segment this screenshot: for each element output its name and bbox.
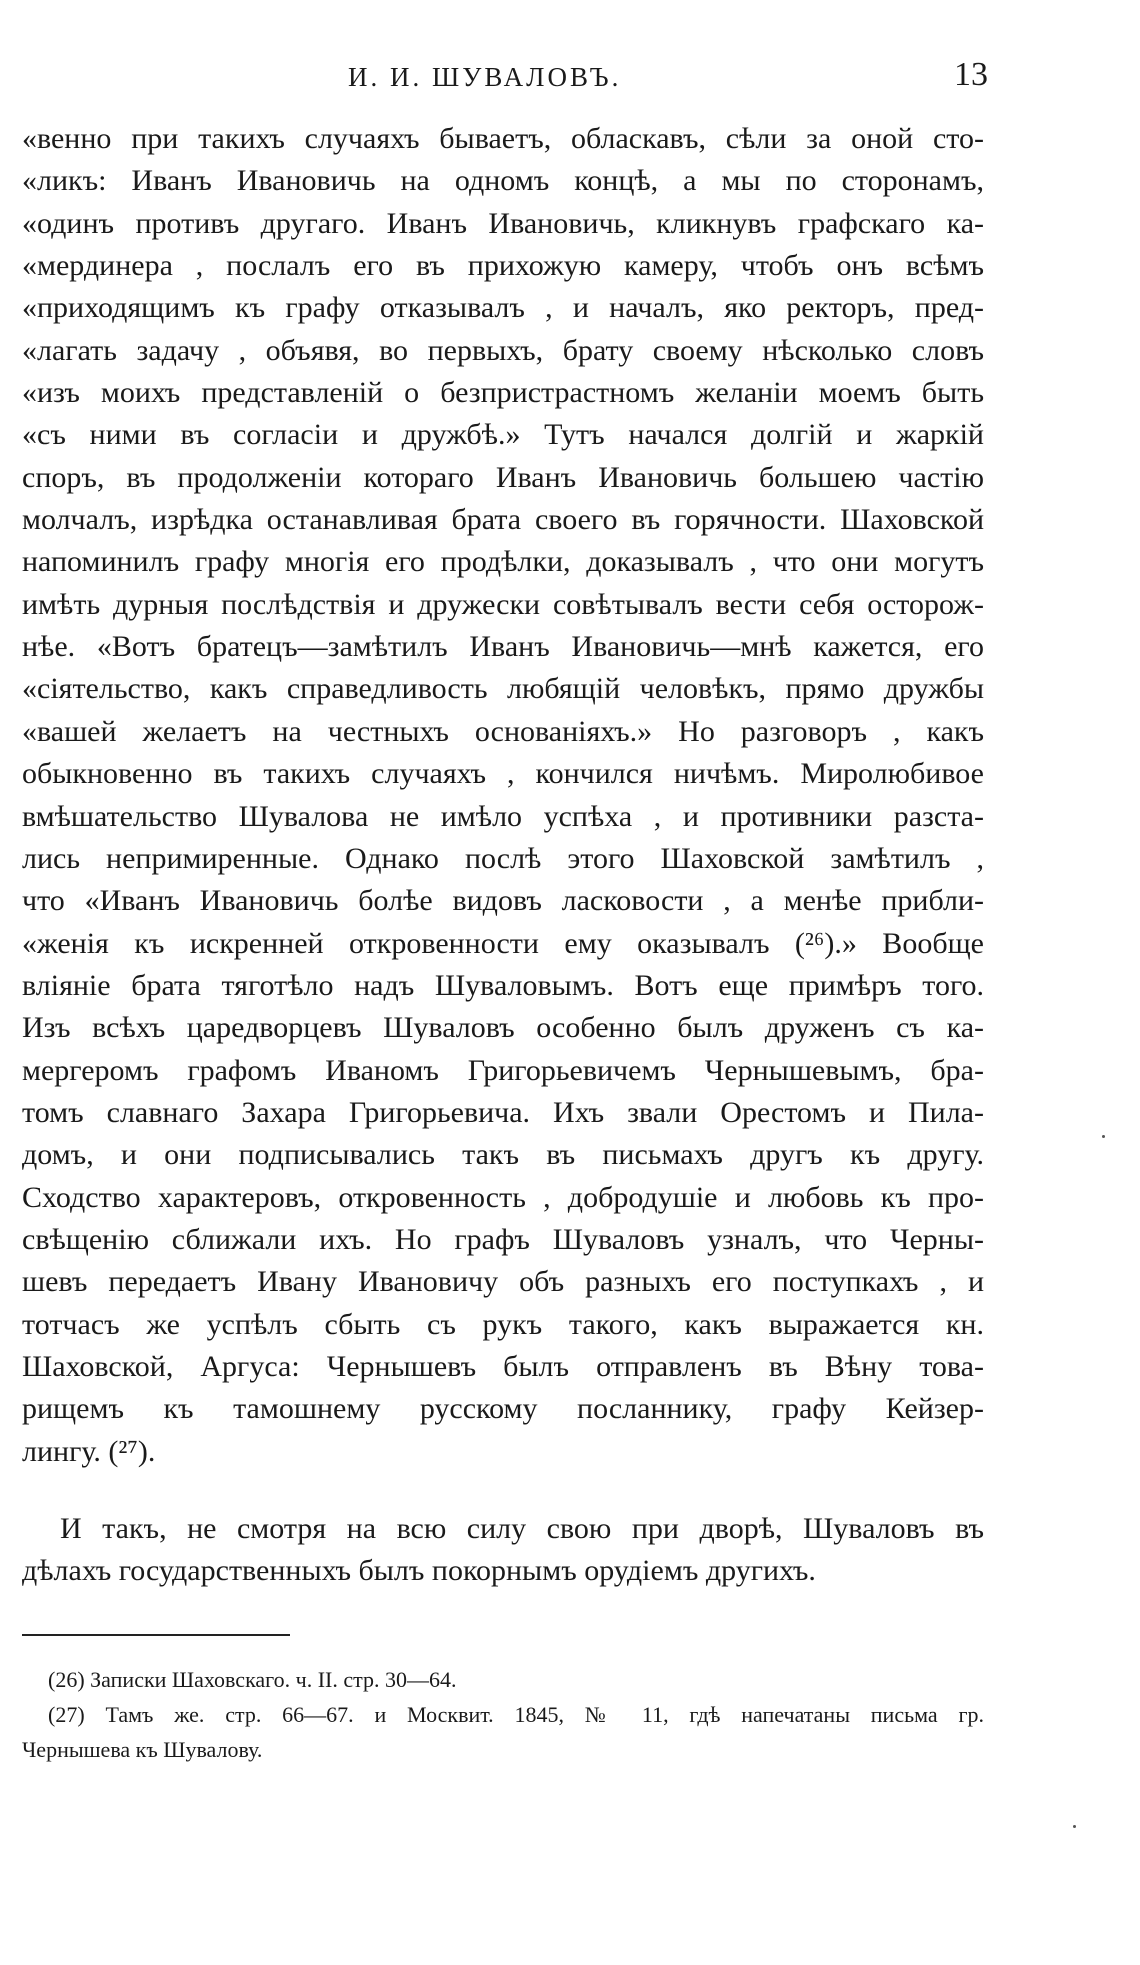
text-line: имѣть дурныя послѣдствія и дружески совѣтывалъ вести себя осторож- [22, 587, 984, 621]
text-line: рищемъ къ тамошнему русскому посланнику, графу Кейзер- [22, 1392, 984, 1426]
text-line: «венно при такихъ случаяхъ бываетъ, обласкавъ, сѣли за оной сто- [22, 122, 984, 155]
page-number: 13 [954, 56, 988, 93]
text-line: «сіятельство, какъ справедливость любящій человѣкъ, прямо дружбы [22, 672, 984, 706]
text-line: «съ ними въ согласіи и дружбѣ.» Тутъ начался долгій и жаркій [22, 418, 984, 452]
text-line: молчалъ, изрѣдка останавливая брата своего въ горячности. Шаховской [22, 503, 984, 537]
text-line: мергеромъ графомъ Иваномъ Григорьевичемъ Чернышевымъ, бра- [22, 1053, 984, 1087]
text-line: «изъ моихъ представленій о безпристрастномъ желаніи моемъ быть [22, 376, 984, 410]
print-speck [1073, 1825, 1076, 1828]
text-line: что «Иванъ Ивановичь болѣе видовъ ласковости , а менѣе прибли- [22, 884, 984, 918]
text-line: дѣлахъ государственныхъ былъ покорнымъ орудіемъ другихъ. [22, 1554, 816, 1588]
text-line: Изъ всѣхъ царедворцевъ Шуваловъ особенно былъ друженъ съ ка- [22, 1011, 984, 1045]
text-line: «лагать задачу , объявя, во первыхъ, брату своему нѣсколько словъ [22, 333, 984, 367]
text-line: обыкновенно въ такихъ случаяхъ , кончился ничѣмъ. Миролюбивое [22, 757, 984, 791]
text-line: нѣе. «Вотъ братецъ—замѣтилъ Иванъ Ивановичь—мнѣ кажется, его [22, 630, 984, 664]
text-line: вмѣшательство Шувалова не имѣло успѣха , и противники разста- [22, 799, 984, 833]
text-line: свѣщенію сближали ихъ. Но графъ Шуваловъ узналъ, что Черны- [22, 1222, 984, 1256]
text-line: споръ, въ продолженіи котораго Иванъ Ивановичь большею частію [22, 460, 984, 494]
text-line: Шаховской, Аргуса: Чернышевъ былъ отправленъ въ Вѣну това- [22, 1349, 984, 1383]
text-line: «ликъ: Иванъ Ивановичь на одномъ концѣ, а мы по сторонамъ, [22, 164, 984, 198]
text-line: вліяніе брата тяготѣло надъ Шуваловымъ. Вотъ еще примѣръ того. [22, 968, 984, 1002]
text-line: лись непримиренные. Однако послѣ этого Шаховской замѣтилъ , [22, 841, 984, 875]
running-head: И. И. ШУВАЛОВЪ. [348, 62, 622, 92]
text-line: «мердинера , послалъ его въ прихожую камеру, чтобъ онъ всѣмъ [22, 249, 984, 283]
text-line: тотчасъ же успѣлъ сбыть съ рукъ такого, какъ выражается кн. [22, 1307, 984, 1341]
footnote-divider [22, 1634, 290, 1636]
text-line: И такъ, не смотря на всю силу свою при дворѣ, Шуваловъ въ [60, 1512, 984, 1545]
text-line: «приходящимъ къ графу отказывалъ , и началъ, яко ректоръ, пред- [22, 291, 984, 325]
page-header [348, 56, 988, 102]
text-line: томъ славнаго Захара Григорьевича. Ихъ звали Орестомъ и Пила- [22, 1095, 984, 1129]
main-paragraph [22, 118, 984, 1473]
text-line: Сходство характеровъ, откровенность , добродушіе и любовь къ про- [22, 1180, 984, 1214]
text-line: «одинъ противъ другаго. Иванъ Ивановичь, кликнувъ графскаго ка- [22, 206, 984, 240]
text-line: домъ, и они подписывались такъ въ письмахъ другъ къ другу. [22, 1138, 984, 1172]
footnote-27-continuation: Чернышева къ Шувалову. [22, 1737, 263, 1762]
text-line: лингу. (²⁷). [22, 1434, 156, 1468]
text-line: шевъ передаетъ Ивану Ивановичу объ разныхъ его поступкахъ , и [22, 1265, 984, 1299]
text-line: напоминилъ графу многія его продѣлки, доказывалъ , что они могутъ [22, 545, 984, 579]
footnote-26: (26) Записки Шаховскаго. ч. II. стр. 30—64. [48, 1667, 457, 1692]
closing-paragraph [22, 1508, 984, 1593]
footnote-27: (27) Тамъ же. стр. 66—67. и Москвит. 1845, № 11, гдѣ напечатаны письма гр. [48, 1702, 984, 1727]
text-line: «женія къ искренней откровенности ему оказывалъ (²⁶).» Вообще [22, 926, 984, 960]
text-line: «вашей желаетъ на честныхъ основаніяхъ.» Но разговоръ , какъ [22, 714, 984, 748]
footnotes [22, 1662, 984, 1767]
print-speck [1102, 1135, 1105, 1138]
